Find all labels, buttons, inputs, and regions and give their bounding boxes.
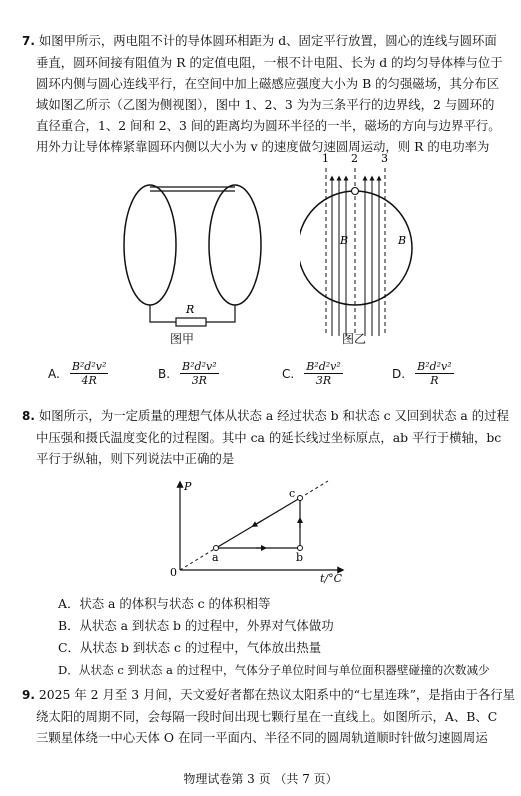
state-b-point	[298, 546, 303, 551]
left-ring	[124, 185, 176, 305]
question-8-text	[22, 405, 507, 469]
extension-line-beyond-c	[300, 481, 328, 498]
question-line: 圆环内侧与圆心连线平行，在空间中加上磁感应强度大小为 B 的匀强磁场，其分布区	[36, 76, 500, 91]
boundary-label-2: 2	[351, 152, 358, 165]
figure-jia-caption: 图甲	[170, 332, 195, 346]
question-7-text	[22, 30, 507, 157]
question-line: 中压强和摄氏温度变化的过程图。其中 ca 的延长线过坐标原点，ab 平行于横轴，bc	[36, 430, 502, 445]
resistor-label: R	[186, 303, 195, 316]
option-b[interactable]	[158, 360, 219, 387]
q8-option-b[interactable]: B．从状态 a 到状态 b 的过程中，外界对气体做功	[58, 618, 334, 633]
option-d[interactable]	[392, 360, 454, 387]
question-number: 9.	[22, 688, 35, 702]
option-label: D.	[392, 366, 406, 381]
question-line: 如图所示，为一定质量的理想气体从状态 a 经过状态 b 和状态 c 又回到状态 a 的过程	[38, 408, 509, 423]
question-line: 垂直，圆环间接有阻值为 R 的定值电阻，一根不计电阻、长为 d 的均匀导体棒与位于	[36, 55, 503, 70]
option-formula: $\frac{\text{B²d²v²}}{R}$	[417, 360, 452, 387]
boundary-label-3: 3	[381, 152, 388, 165]
p-t-graph	[168, 478, 348, 583]
q8-option-d[interactable]: D．从状态 c 到状态 a 的过程中，气体分子单位时间与单位面积器壁碰撞的次数减少	[58, 663, 490, 677]
question-line: 绕太阳的周期不同，会每隔一段时间出现七颗行星在一直线上。如图所示，A、B、C	[36, 709, 498, 724]
option-label: C.	[282, 366, 295, 381]
ring-side-view	[300, 191, 412, 305]
question-line: 平行于纵轴，则下列说法中正确的是	[36, 451, 235, 466]
x-axis-label: t/°C	[320, 572, 343, 585]
question-line: 2025 年 2 月至 3 月间，天文爱好者都在热议太阳系中的“七星连珠”，是指由于各行星	[38, 687, 516, 702]
question-line: 直径重合，1、2 间和 2、3 间的距离均为圆环半径的一半，磁场的方向与边界平行。	[36, 118, 501, 133]
question-9-text	[22, 684, 516, 748]
boundary-label-1: 1	[322, 152, 329, 165]
y-axis-label: P	[184, 480, 192, 493]
option-label: B.	[158, 366, 171, 381]
state-a-label: a	[212, 551, 219, 564]
state-b-label: b	[296, 551, 304, 564]
state-a-point	[214, 546, 219, 551]
option-a[interactable]	[48, 360, 108, 387]
arrow-ca	[254, 521, 262, 526]
state-c-point	[298, 496, 303, 501]
figure-yi-caption: 图乙	[342, 332, 367, 346]
option-formula: $\frac{\text{B²d²v²}}{3R}$	[182, 360, 217, 387]
question-line: 域如图乙所示（乙图为侧视图），图中 1、2、3 为为三条平行的边界线，2 与圆环的	[36, 97, 495, 112]
question-number: 8.	[22, 409, 35, 423]
field-label-left: B	[340, 234, 349, 247]
right-ring	[209, 185, 261, 305]
extension-line	[180, 548, 216, 570]
question-line: 如图甲所示，两电阻不计的导体圆环相距为 d、固定平行放置，圆心的连线与圆环面	[38, 33, 497, 48]
state-c-label: c	[289, 487, 296, 500]
origin-label: 0	[170, 566, 177, 579]
left-lead-wire	[150, 305, 176, 322]
rod-cross-section	[352, 188, 359, 195]
option-formula: $\frac{\text{B²d²v²}}{4R}$	[71, 360, 107, 387]
field-label-right: B	[398, 234, 407, 247]
option-label: A.	[48, 366, 60, 381]
q8-option-a[interactable]: A．状态 a 的体积与状态 c 的体积相等	[58, 596, 271, 611]
question-number: 7.	[22, 34, 35, 48]
page-footer: 物理试卷第 3 页 （共 7 页）	[183, 772, 338, 786]
question-line: 三颗星体绕一中心天体 O 在同一平面内、半径不同的圆周轨道顺时针做匀速圆周运	[36, 730, 488, 745]
right-lead-wire	[206, 305, 235, 322]
figure-jia	[110, 180, 290, 340]
resistor	[176, 318, 206, 326]
question-line: 用外力让导体棒紧靠圆环内侧以大小为 v 的速度做匀速圆周运动，则 R 的电功率为	[36, 139, 490, 154]
option-formula: $\frac{\text{B²d²v²}}{3R}$	[306, 360, 341, 387]
figure-yi	[300, 148, 420, 344]
q8-option-c[interactable]: C．从状态 b 到状态 c 的过程中，气体放出热量	[58, 640, 322, 655]
option-c[interactable]	[282, 360, 343, 387]
